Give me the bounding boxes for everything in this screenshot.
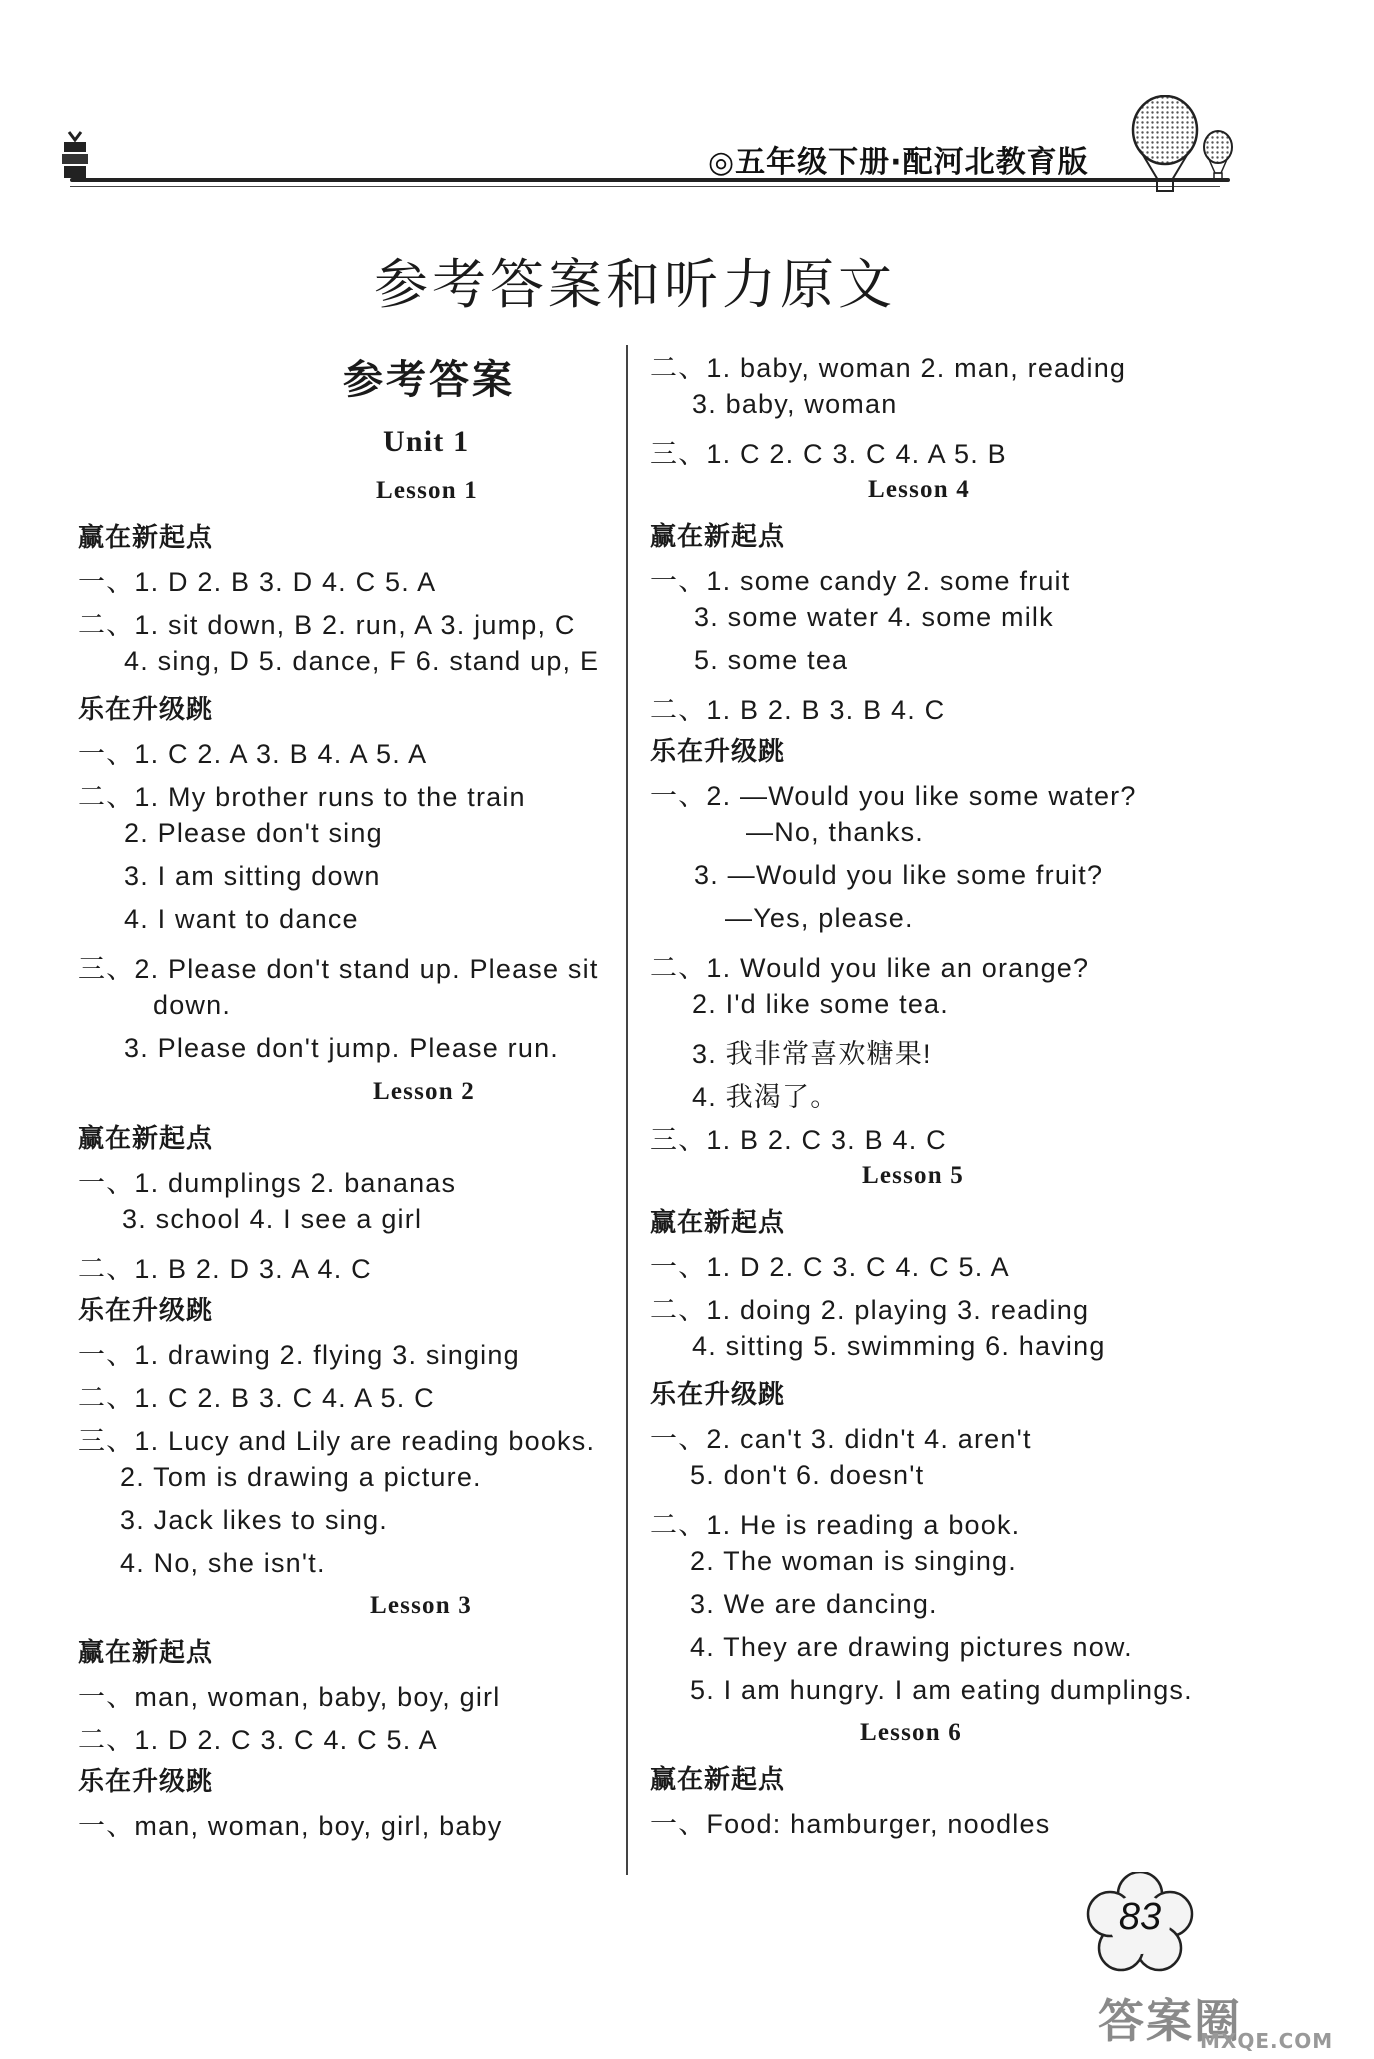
answer-line: 3. school 4. I see a girl <box>122 1204 423 1234</box>
answer-line: 3. Jack likes to sing. <box>120 1505 389 1535</box>
answer-line: 3. baby, woman <box>692 389 898 419</box>
section-heading: 乐在升级跳 <box>78 1296 214 1326</box>
answer-line: —No, thanks. <box>746 817 924 847</box>
answer-line: 一、2. —Would you like some water? <box>650 781 1137 811</box>
answer-line: 一、1. D 2. C 3. C 4. C 5. A <box>650 1252 1010 1282</box>
answer-line: 2. Please don't sing <box>124 818 383 848</box>
answer-line: 二、1. My brother runs to the train <box>78 782 526 812</box>
answer-line: 2. The woman is singing. <box>690 1546 1017 1576</box>
watermark <box>1090 1985 1370 2055</box>
answer-line: 一、1. dumplings 2. bananas <box>78 1168 457 1198</box>
answer-line: 3. 我非常喜欢糖果! <box>692 1039 932 1069</box>
answer-line: 一、1. some candy 2. some fruit <box>650 566 1071 596</box>
answer-line: 2. Tom is drawing a picture. <box>120 1462 482 1492</box>
section-heading: 赢在新起点 <box>78 1638 214 1668</box>
column-divider <box>626 345 628 1875</box>
lesson-heading: Lesson 1 <box>376 477 478 504</box>
answer-line: 二、1. baby, woman 2. man, reading <box>650 353 1127 383</box>
answer-line: 二、1. B 2. D 3. A 4. C <box>78 1254 372 1284</box>
header-rule-thin <box>70 186 1220 187</box>
answer-line: 一、1. D 2. B 3. D 4. C 5. A <box>78 567 437 597</box>
lesson-heading: Lesson 2 <box>373 1078 475 1105</box>
answer-line: 3. We are dancing. <box>690 1589 938 1619</box>
page-number-badge <box>1085 1872 1195 1972</box>
section-heading: 赢在新起点 <box>650 1208 786 1238</box>
section-heading: 赢在新起点 <box>650 1765 786 1795</box>
answer-line: 一、man, woman, boy, girl, baby <box>78 1811 503 1841</box>
section-heading: 乐在升级跳 <box>78 695 214 725</box>
answer-line: 二、1. doing 2. playing 3. reading <box>650 1295 1090 1325</box>
answer-line: 二、1. C 2. B 3. C 4. A 5. C <box>78 1383 435 1413</box>
answer-line: 5. some tea <box>694 645 849 675</box>
page-title: 参考答案和听力原文 <box>374 253 896 316</box>
answer-line: 3. Please don't jump. Please run. <box>124 1033 559 1063</box>
answer-line: 4. I want to dance <box>124 904 359 934</box>
section-heading: 赢在新起点 <box>78 1124 214 1154</box>
hot-air-balloon-icon <box>1120 95 1240 205</box>
answer-line: down. <box>153 990 232 1020</box>
answer-line: 4. 我渴了。 <box>692 1082 839 1112</box>
answer-line: 5. I am hungry. I am eating dumplings. <box>690 1675 1193 1705</box>
answer-line: 三、2. Please don't stand up. Please sit <box>78 954 599 984</box>
section-title: 参考答案 <box>343 357 515 403</box>
answer-line: 3. —Would you like some fruit? <box>694 860 1104 890</box>
lesson-heading: Lesson 3 <box>370 1592 472 1619</box>
answer-line: 二、1. Would you like an orange? <box>650 953 1090 983</box>
watermark-url: MXQE.COM <box>1200 2029 1334 2053</box>
answer-line: 4. sitting 5. swimming 6. having <box>692 1331 1106 1361</box>
answer-line: 一、man, woman, baby, boy, girl <box>78 1682 501 1712</box>
lesson-heading: Lesson 4 <box>868 476 970 503</box>
answer-line: 一、1. drawing 2. flying 3. singing <box>78 1340 520 1370</box>
page-number: 83 <box>1118 1896 1162 1938</box>
answer-line: 二、1. sit down, B 2. run, A 3. jump, C <box>78 610 576 640</box>
book-stack-icon <box>60 128 90 184</box>
answer-line: —Yes, please. <box>725 903 914 933</box>
section-heading: 赢在新起点 <box>650 522 786 552</box>
answer-line: 三、1. B 2. C 3. B 4. C <box>650 1125 947 1155</box>
answer-line: 4. sing, D 5. dance, F 6. stand up, E <box>124 646 600 676</box>
section-heading: 乐在升级跳 <box>650 1380 786 1410</box>
answer-line: 3. I am sitting down <box>124 861 381 891</box>
lesson-heading: Lesson 5 <box>862 1162 964 1189</box>
answer-line: 三、1. C 2. C 3. C 4. A 5. B <box>650 439 1007 469</box>
answer-line: 2. I'd like some tea. <box>692 989 949 1019</box>
section-heading: 赢在新起点 <box>78 523 214 553</box>
answer-line: 一、1. C 2. A 3. B 4. A 5. A <box>78 739 428 769</box>
answer-line: 三、1. Lucy and Lily are reading books. <box>78 1426 596 1456</box>
edition-label: ◎五年级下册·配河北教育版 <box>708 145 1089 180</box>
page-header <box>0 0 1374 220</box>
section-heading: 乐在升级跳 <box>650 737 786 767</box>
answer-line: 一、2. can't 3. didn't 4. aren't <box>650 1424 1032 1454</box>
section-heading: 乐在升级跳 <box>78 1767 214 1797</box>
answer-line: 3. some water 4. some milk <box>694 602 1054 632</box>
answer-line: 二、1. B 2. B 3. B 4. C <box>650 695 946 725</box>
answer-line: 二、1. He is reading a book. <box>650 1510 1021 1540</box>
watermark-cn: 答案圈 <box>1098 1994 1242 2048</box>
answer-line: 一、Food: hamburger, noodles <box>650 1809 1051 1839</box>
answer-line: 二、1. D 2. C 3. C 4. C 5. A <box>78 1725 438 1755</box>
answer-line: 4. No, she isn't. <box>120 1548 326 1578</box>
lesson-heading: Lesson 6 <box>860 1719 962 1746</box>
answer-line: 5. don't 6. doesn't <box>690 1460 925 1490</box>
answer-line: 4. They are drawing pictures now. <box>690 1632 1133 1662</box>
unit-heading: Unit 1 <box>383 425 470 458</box>
